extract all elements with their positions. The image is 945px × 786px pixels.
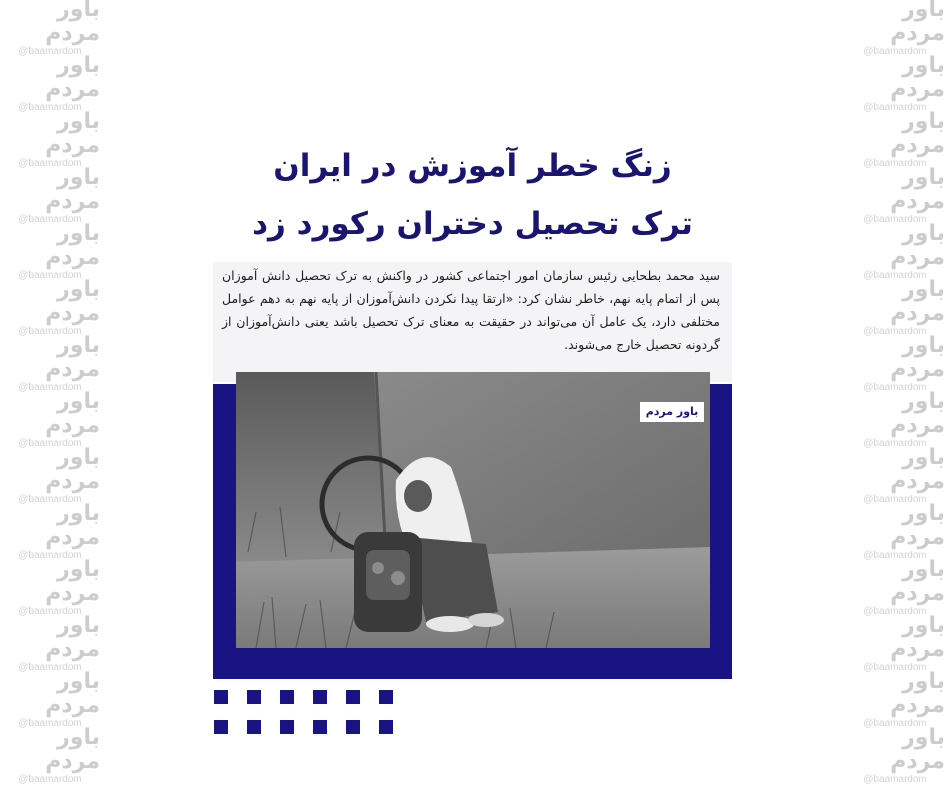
watermark-logo: باور مردم	[45, 557, 100, 606]
watermark-handle: @baamardom	[18, 382, 82, 393]
watermark-unit	[0, 389, 100, 449]
watermark-logo: باور مردم	[45, 669, 100, 718]
watermark-logo: باور مردم	[890, 725, 945, 774]
watermark-handle: @baamardom	[863, 382, 927, 393]
watermark-unit	[0, 501, 100, 561]
watermark-logo: باور مردم	[45, 221, 100, 270]
watermark-handle: @baamardom	[18, 46, 82, 57]
watermark-handle: @baamardom	[863, 718, 927, 729]
watermark-unit	[845, 557, 945, 617]
watermark-unit	[0, 0, 100, 56]
watermark-logo: باور مردم	[890, 557, 945, 606]
watermark-logo: باور مردم	[890, 333, 945, 382]
watermark-logo: باور مردم	[890, 53, 945, 102]
watermark-logo: باور مردم	[45, 445, 100, 494]
watermark-logo: باور مردم	[890, 165, 945, 214]
watermark-unit	[0, 669, 100, 729]
watermark-unit	[845, 277, 945, 337]
watermark-handle: @baamardom	[18, 718, 82, 729]
watermark-logo: باور مردم	[45, 0, 100, 46]
watermark-logo: باور مردم	[45, 53, 100, 102]
watermark-handle: @baamardom	[18, 270, 82, 281]
watermark-handle: @baamardom	[18, 326, 82, 337]
watermark-handle: @baamardom	[18, 102, 82, 113]
watermark-handle: @baamardom	[18, 438, 82, 449]
watermark-handle: @baamardom	[863, 662, 927, 673]
watermark-unit	[0, 277, 100, 337]
watermark-handle: @baamardom	[863, 774, 927, 785]
watermark-unit	[0, 613, 100, 673]
watermark-unit	[0, 53, 100, 113]
watermark-unit	[845, 445, 945, 505]
decorative-square	[247, 720, 261, 734]
watermark-logo: باور مردم	[890, 613, 945, 662]
watermark-logo: باور مردم	[45, 165, 100, 214]
decorative-square	[214, 690, 228, 704]
watermark-handle: @baamardom	[863, 550, 927, 561]
watermark-unit	[845, 221, 945, 281]
watermark-handle: @baamardom	[863, 438, 927, 449]
watermark-logo: باور مردم	[45, 333, 100, 382]
watermark-logo: باور مردم	[890, 277, 945, 326]
decorative-square	[313, 690, 327, 704]
watermark-logo: باور مردم	[890, 501, 945, 550]
watermark-unit	[0, 445, 100, 505]
decorative-square	[346, 720, 360, 734]
watermark-logo: باور مردم	[890, 0, 945, 46]
decorative-square	[280, 690, 294, 704]
watermark-logo: باور مردم	[890, 445, 945, 494]
watermark-unit	[0, 221, 100, 281]
watermark-handle: @baamardom	[863, 494, 927, 505]
watermark-column-left	[0, 0, 100, 785]
watermark-handle: @baamardom	[18, 550, 82, 561]
decorative-square	[346, 690, 360, 704]
decorative-square	[379, 720, 393, 734]
watermark-logo: باور مردم	[890, 221, 945, 270]
watermark-logo: باور مردم	[45, 501, 100, 550]
headline-line-1: زنگ خطر آموزش در ایران	[273, 148, 672, 184]
watermark-handle: @baamardom	[863, 158, 927, 169]
watermark-handle: @baamardom	[863, 270, 927, 281]
watermark-logo: باور مردم	[890, 389, 945, 438]
photo-logo: باور مردم	[645, 405, 699, 418]
watermark-handle: @baamardom	[863, 214, 927, 225]
watermark-unit	[0, 109, 100, 169]
watermark-handle: @baamardom	[18, 494, 82, 505]
watermark-unit	[845, 389, 945, 449]
watermark-handle: @baamardom	[863, 326, 927, 337]
watermark-handle: @baamardom	[18, 158, 82, 169]
decorative-square	[313, 720, 327, 734]
watermark-logo: باور مردم	[45, 389, 100, 438]
watermark-logo: باور مردم	[45, 109, 100, 158]
watermark-logo: باور مردم	[45, 725, 100, 774]
decorative-square	[214, 720, 228, 734]
watermark-logo: باور مردم	[45, 613, 100, 662]
watermark-unit	[845, 613, 945, 673]
watermark-unit	[0, 725, 100, 785]
watermark-unit	[845, 165, 945, 225]
watermark-handle: @baamardom	[18, 662, 82, 673]
watermark-unit	[845, 53, 945, 113]
decorative-squares	[214, 690, 394, 740]
watermark-logo: باور مردم	[890, 669, 945, 718]
watermark-unit	[845, 669, 945, 729]
watermark-unit	[845, 109, 945, 169]
watermark-unit	[845, 0, 945, 56]
watermark-handle: @baamardom	[863, 46, 927, 57]
watermark-unit	[0, 557, 100, 617]
watermark-unit	[845, 333, 945, 393]
watermark-handle: @baamardom	[863, 102, 927, 113]
decorative-square	[247, 690, 261, 704]
decorative-square	[379, 690, 393, 704]
watermark-unit	[845, 725, 945, 785]
watermark-handle: @baamardom	[18, 214, 82, 225]
lead-paragraph: سید محمد بطحایی رئیس سازمان امور اجتماعی کشور در واکنش به ترک تحصیل دانش آموزان پس از اتمام پایه نهم، خاطر نشان کرد: «ارتقا پیدا نکردن دانش‌آموزان از پایه نهم به دهم عوامل مختلفی دارد، یک عامل آن می‌تواند در حقیقت به معنای ترک تحصیل باشد یعنی دانش‌آموزان از گردونه تحصیل خارج می‌شوند.	[222, 268, 720, 352]
watermark-unit	[0, 165, 100, 225]
watermark-logo: باور مردم	[45, 277, 100, 326]
watermark-handle: @baamardom	[863, 606, 927, 617]
watermark-handle: @baamardom	[18, 606, 82, 617]
watermark-handle: @baamardom	[18, 774, 82, 785]
decorative-square	[280, 720, 294, 734]
watermark-unit	[845, 501, 945, 561]
watermark-column-right	[845, 0, 945, 785]
headline-line-2: ترک تحصیل دختران رکورد زد	[252, 206, 693, 242]
news-photo	[236, 372, 710, 648]
watermark-logo: باور مردم	[890, 109, 945, 158]
watermark-unit	[0, 333, 100, 393]
